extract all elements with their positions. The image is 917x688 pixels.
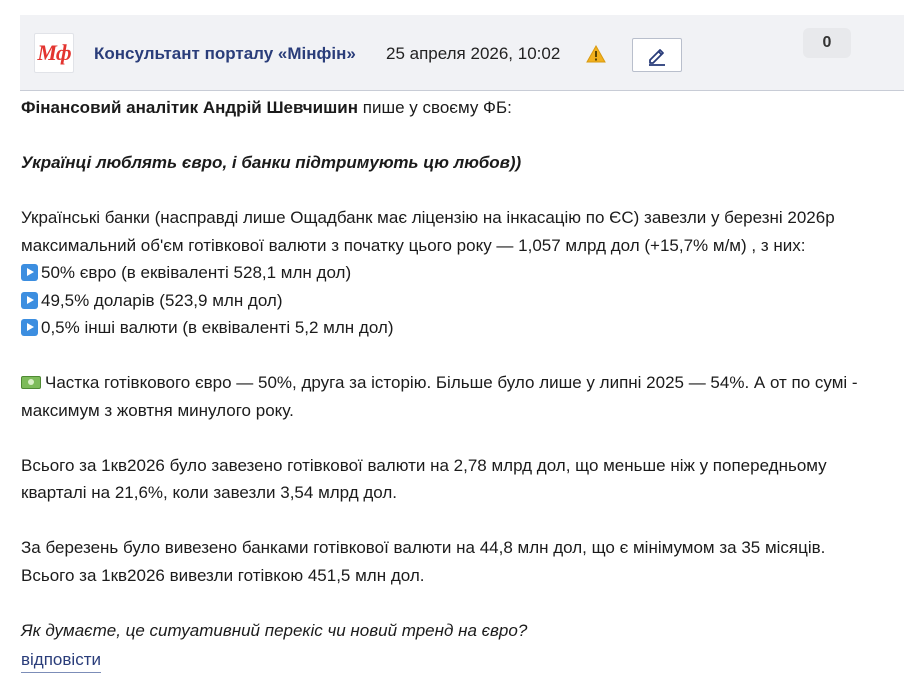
edit-button[interactable] xyxy=(632,38,682,72)
paragraph-3: Всього за 1кв2026 було завезено готівкової валюти на 2,78 млрд дол, що меньше ніж у попередньому кварталі на 21,6%, коли завезли 3,54 млрд дол. xyxy=(21,455,827,502)
post-body xyxy=(21,94,891,644)
post-header xyxy=(20,15,904,91)
bullet-item xyxy=(21,287,891,315)
author-link[interactable]: Консультант порталу «Мінфін» xyxy=(94,44,356,63)
intro-rest: пише у своєму ФБ: xyxy=(358,98,512,117)
closing-question: Як думаєте, це ситуативний перекіс чи новий тренд на євро? xyxy=(21,620,528,640)
minfin-logo[interactable]: Мф xyxy=(34,33,74,73)
warning-icon[interactable] xyxy=(586,45,606,63)
bullet-item xyxy=(21,259,891,287)
paragraph-2-text: Частка готівкового євро — 50%, друга за історію. Більше було лише у липні 2025 — 54%. А от по сумі - максимум з жовтня минулого року. xyxy=(21,373,858,420)
intro-line xyxy=(21,94,891,122)
bullet-item xyxy=(21,314,891,342)
paragraph-2 xyxy=(21,369,891,424)
paragraph-1: Українські банки (насправді лише Ощадбанк має ліцензію на інкасацію по ЄС) завезли у березні 2026р максимальний об'єм готівкової валюти з початку цього року — 1,057 млрд дол (+15,7% м/м) , з них: xyxy=(21,208,835,255)
play-button-icon xyxy=(21,319,38,336)
play-button-icon xyxy=(21,264,38,281)
pencil-icon xyxy=(646,44,668,66)
post-headline: Українці люблять євро, і банки підтримують цю любов)) xyxy=(21,153,522,172)
paragraph-4-line-1: За березень було вивезено банками готівкової валюти на 44,8 млн дол, що є мінімумом за 35 місяців. xyxy=(21,538,826,557)
reply-link[interactable]: відповісти xyxy=(21,648,101,673)
rating-counter[interactable]: 0 xyxy=(803,28,851,58)
paragraph-4-line-2: Всього за 1кв2026 вивезли готівкою 451,5 млн дол. xyxy=(21,565,425,585)
post-date: 25 апреля 2026, 10:02 xyxy=(386,44,561,63)
banknote-icon xyxy=(21,376,41,389)
intro-author: Фінансовий аналітик Андрій Шевчишин xyxy=(21,98,359,117)
bullet-text: 0,5% інші валюти (в еквіваленті 5,2 млн дол) xyxy=(41,318,394,337)
play-button-icon xyxy=(21,292,38,309)
bullet-text: 49,5% доларів (523,9 млн дол) xyxy=(41,290,283,310)
bullet-text: 50% євро (в еквіваленті 528,1 млн дол) xyxy=(41,263,352,282)
